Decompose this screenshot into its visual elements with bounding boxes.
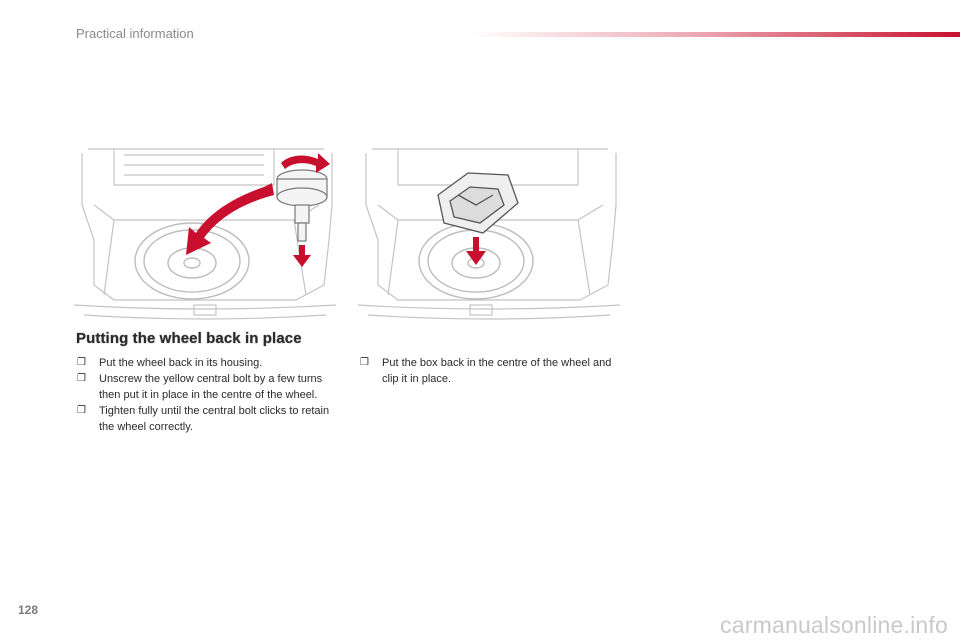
checkbox-bullet-icon: ❒ — [360, 357, 369, 368]
instruction-list-left — [76, 355, 338, 435]
step-text: Put the wheel back in its housing. — [99, 357, 263, 369]
header-accent-bar — [470, 32, 960, 37]
wheel-box-svg — [358, 145, 620, 321]
header-title: Practical information — [76, 26, 194, 41]
spare-wheel-bolt-illustration — [74, 145, 336, 321]
list-item — [359, 355, 621, 387]
list-item — [76, 403, 338, 435]
watermark: carmanualsonline.info — [720, 612, 948, 638]
bolt-drawing — [277, 170, 327, 241]
step-text: Put the box back in the centre of the wheel and clip it in place. — [382, 357, 612, 385]
box-drawing — [438, 173, 518, 233]
step-text: Tighten fully until the central bolt clicks to retain the wheel correctly. — [99, 405, 330, 433]
checkbox-bullet-icon: ❒ — [77, 357, 86, 368]
list-item — [76, 371, 338, 403]
step-text: Unscrew the yellow central bolt by a few turns then put it in place in the centre of the wheel. — [99, 373, 323, 401]
page-number: 128 — [18, 603, 39, 617]
spare-wheel-bolt-svg — [74, 145, 336, 321]
checkbox-bullet-icon: ❒ — [77, 405, 86, 416]
checkbox-bullet-icon: ❒ — [77, 373, 86, 384]
instruction-list-right — [359, 355, 621, 387]
wheel-box-illustration — [358, 145, 620, 321]
section-heading: Putting the wheel back in place — [76, 330, 302, 347]
list-item — [76, 355, 338, 371]
